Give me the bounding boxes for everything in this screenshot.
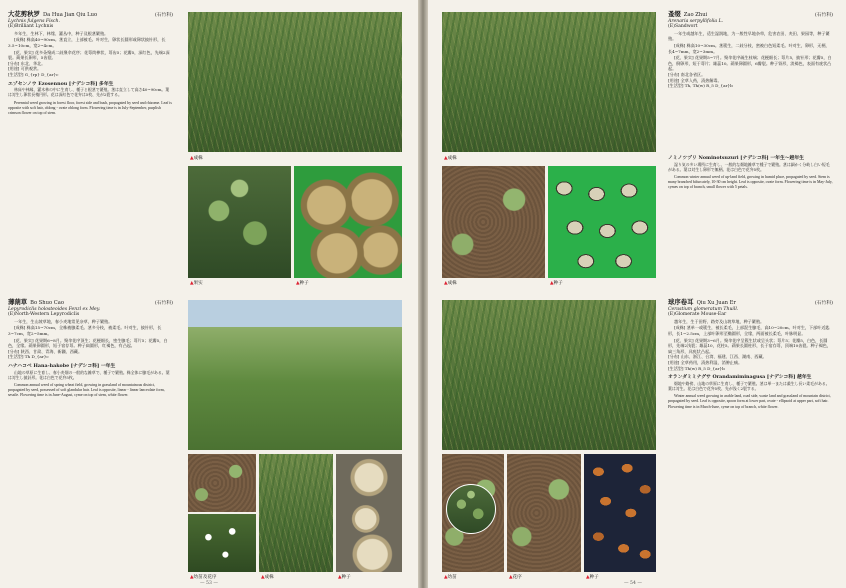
caption-seed-2: ▲种子 (338, 575, 351, 580)
triangle-marker-icon: ▲ (444, 575, 448, 580)
desc-line: [分布] 山东、浙江、台湾、福建、江西、湖南、西藏。 (668, 354, 767, 360)
photo-seedling (188, 454, 256, 512)
english-name: (E)Glomerate Mouse-Ear (668, 312, 727, 318)
right-page (428, 0, 846, 588)
photo-seed-2 (336, 454, 402, 572)
left-page (0, 0, 418, 588)
title-pinyin: Qiu Xu Juan Er (696, 300, 736, 306)
english-description: Common annual weed of spring wheat field, growing in grassland of mountainous district, propagated by seed, possessed of soft glandular hair. Leaf is opposite, linear - linear lanceolate form, sessile. Flowering time is in June-August, cyme on top of stem, white flower. (8, 382, 165, 398)
latin-name: Lepyrodiclis holosteoides Fenzl ex Mey. (8, 306, 101, 312)
caption-mature-2: ▲成株 (261, 575, 274, 580)
triangle-marker-icon: ▲ (190, 281, 194, 286)
latin-name: Arenaria serpyllifolia L. (668, 18, 724, 24)
photo-mature-plant-3 (442, 12, 656, 152)
entry-header (668, 300, 833, 307)
caption-seed: ▲种子 (296, 281, 309, 286)
photo-flower (188, 514, 256, 572)
desc-line: [用途] 全草入药，清热解毒。 (668, 77, 722, 83)
photo-seedling-4 (442, 454, 504, 572)
english-description: Winter annual weed growing in arable land, road side, waste land and grassland of mountain district, propagated by seed. Leaf is opposite, spoon form at lower part, ovate - ellipsoid at upper part, soft hair. Flowering time is in March-June, cyme on top of branch, white flower. (668, 394, 831, 409)
desc-line: [生活型] G_{rp} D_{ar}c (8, 71, 59, 77)
caption-mature-3: ▲成株 (444, 156, 457, 161)
photo-flower-4 (507, 454, 581, 572)
japanese-header: エゾセンノウ Ezosennou [ナデシコ科] 多年生 (8, 80, 114, 87)
japanese-header: オランダミミナグサ Orandamiminagusa [ナデシコ科] 越年生 (668, 374, 812, 381)
family-label: (石竹科) (154, 13, 173, 18)
photo-field-4 (442, 300, 656, 450)
family-label: (石竹科) (154, 301, 173, 306)
triangle-marker-icon: ▲ (550, 281, 554, 286)
desc-line: [生活型] Th(w) R_5 D_{ar}b (668, 365, 725, 371)
entry-header (668, 12, 833, 19)
entry-arenaria-text (668, 12, 833, 89)
desc-line: [生活型] Th, Th(w) R_5 D_{ar}b (668, 83, 733, 89)
photo-seed-4 (584, 454, 656, 572)
desc-line: [成株] 株高10~30cm。茎簇生，二歧分枝，密被白色短柔毛。叶对生，卵形，无柄，长4~7mm，宽2~3mm。 (668, 42, 830, 54)
family-label: (石竹科) (814, 13, 833, 18)
desc-line: [分布] 东北、华北。 (8, 60, 46, 66)
desc-line: [生活型] Th D_{ar}c (8, 354, 49, 360)
entry-cerastium-text (668, 300, 833, 410)
seedling-inset (446, 484, 496, 534)
triangle-marker-icon: ▲ (296, 281, 300, 286)
english-name: (E)Brilliant Lychnis (8, 24, 54, 30)
caption-seed-4: ▲种子 (586, 575, 599, 580)
caption-plant-3: ▲成株 (444, 281, 457, 286)
photo-mature-plant (188, 12, 402, 152)
entry-header (8, 12, 173, 19)
title-zh: 薄蒴草 (8, 298, 28, 306)
japanese-header: ハナハコベ Hana-hakobe [ナデシコ科] 一年生 (8, 362, 116, 369)
family-label: (石竹科) (814, 301, 833, 306)
title-pinyin: Da Hua Jian Qiu Luo (42, 12, 98, 18)
triangle-marker-icon: ▲ (586, 575, 590, 580)
desc-line: [花、果实] 花果期3~6月。聚伞花序呈簇生状或呈头状；萼片5；花瓣5，白色，长圆形，先端2浅裂；雄蕊10，花柱5。蒴果长圆柱形，长于宿存萼，顶端10齿裂。种子褐色，扁三角形，具疣状凸起。 (668, 337, 831, 354)
photo-field (188, 300, 402, 450)
latin-name: Lychnis fulgens Fisch. (8, 18, 60, 24)
desc-line: [花、果实] 花多朵聚成二歧聚伞花序；花萼筒棒状，萼齿5；花瓣5，深红色，先端2深裂。蒴果长卵形，5齿裂。 (8, 49, 170, 61)
triangle-marker-icon: ▲ (190, 575, 194, 580)
english-name: (E)North-Western Lepyrodiclis (8, 312, 80, 318)
caption-seedling-4: ▲幼苗 (444, 575, 457, 580)
triangle-marker-icon: ▲ (190, 156, 194, 161)
japanese-description: 湿り気の多い場所に生育し、一般的な畑地雑草で種子で繁殖。茎は細かく分岐し白い短毛がある。葉は対生し卵形で無柄。花は白色で花弁5枚。 (668, 161, 830, 172)
title-pinyin: Bo Shuo Cao (30, 300, 64, 306)
caption-flower-4: ▲花序 (509, 575, 522, 580)
english-description: Common winter annual weed of up-land field, growing in humid place, propagated by seed. Stem is many branched bifurcately, 10-30 cm height. Leaf is opposite, ovate form. Flowering time is in May-July, cymes on top of branch, small flower with 5 petals. (668, 175, 833, 190)
title-zh: 大花剪秋罗 (8, 10, 40, 18)
photo-plant-3 (442, 166, 545, 278)
entry-arenaria-translations (668, 152, 833, 191)
english-description: Perennial weed growing in forest floor, forest side and bush, propagated by seed and rhizome. Leaf is opposite with soft hair, oblong - ovate oblong form. Flowering time is in July-September, purplish crimson flower on top of stem. (8, 100, 172, 115)
triangle-marker-icon: ▲ (444, 281, 448, 286)
japanese-description: 山地の草原に生育し、春小麦畑の一般的な雑草で、種子で繁殖。株全体に腺毛がある。葉は対生し披針形。花は白色で花弁5枚。 (8, 369, 170, 380)
caption-seed-3: ▲种子 (550, 281, 563, 286)
japanese-description: 畑地や路傍、山地の草原に生育し、種子で繁殖。茎は単一または叢生し長い柔毛がある。葉は対生。花は白色で花弁5枚、先が浅く2裂する。 (668, 380, 830, 391)
desc-line: [花、果实] 花果期6~8月。聚伞花序顶生；花梗细长，密生腺毛；萼片5；花瓣5，白色，全缘。蒴果卵圆形，短于宿存萼。种子扁圆形，红褐色，有凸起。 (8, 337, 168, 349)
desc-line: [用途] 可供观赏。 (8, 66, 42, 72)
desc-line: [分布] 陕西、甘肃、青海、新疆、西藏。 (8, 348, 83, 354)
entry-lychnis-text (8, 12, 173, 116)
page-number: — 54 — (624, 581, 642, 586)
title-zh: 蚤缀 (668, 10, 681, 18)
caption-seedling: ▲幼苗及花序 (190, 575, 217, 580)
intro-text: 多年生，生林下、林缘、灌丛中，种子及根茎繁殖。 (14, 30, 109, 36)
title-pinyin: Zao Zhui (683, 12, 708, 18)
entry-header (8, 300, 173, 307)
intro-text: 越年生，生于田野、路旁及山坡草地，种子繁殖。 (674, 318, 765, 324)
latin-name: Cerastium glomeratum Thuill. (668, 306, 739, 312)
intro-text: 一年生或越年生，适生湿润地，为一般性早地杂草，危害农田、麦田、果园等，种子繁殖。 (668, 30, 830, 42)
japanese-header: ノミノツヅリ Nominotsuzuri [ナデシコ科] 一年生～越年生 (668, 155, 804, 161)
page-number: — 53 — (200, 581, 218, 586)
desc-line: [花、果实] 花果期5~7月。聚伞花序疏生枝端；花梗细长；萼片5，披针形；花瓣5，白色，倒卵形，短于萼片；雄蕊10。蒴果卵圆形，6瓣裂。种子肾形，淡褐色，表面有疣状凸起。 (668, 55, 832, 72)
photo-seed-3 (548, 166, 656, 278)
intro-text: 一年生，生山坡草地，春小麦地常见杂草，种子繁殖。 (14, 318, 113, 324)
caption-fruit: ▲果实 (190, 281, 203, 286)
japanese-description: 林床や林縁、灌木林の中に生育し、種子と根茎で繁殖。茎は直立して高さ40~90cm。葉は対生し卵状長楕円形。花は深紅色で花弁は5枚、先が2裂する。 (8, 87, 170, 98)
entry-lepyrodiclis-text (8, 300, 173, 399)
english-name: (E)Sandwort (668, 24, 698, 30)
triangle-marker-icon: ▲ (444, 156, 448, 161)
triangle-marker-icon: ▲ (509, 575, 513, 580)
photo-seed (294, 166, 402, 278)
book-gutter (418, 0, 428, 588)
photo-mature-plant-2 (259, 454, 333, 572)
caption-mature: ▲成株 (190, 156, 203, 161)
desc-line: [成株] 株高40~90cm。茎直立，上部被毛。叶对生，卵状长圆形或卵状披针形，长3.5~10cm，宽2~4cm。 (8, 37, 166, 48)
desc-line: [分布] 南北各省区。 (668, 71, 706, 77)
title-zh: 球序卷耳 (668, 298, 694, 306)
desc-line: [成株] 茎单一或簇生，被长柔毛，上部混生腺毛，高10~20cm。叶对生，下部叶近匙形，长1~2.5cm，上部叶卵形至椭圆形，全缘，两面被长柔毛，叶脉明显。 (668, 325, 830, 336)
triangle-marker-icon: ▲ (261, 575, 265, 580)
desc-line: [成株] 株高15~70cm，全株被腺柔毛。茎多分枝，被柔毛。叶对生，披针形，长3~7cm，宽2~5mm。 (8, 325, 162, 336)
photo-fruit (188, 166, 291, 278)
desc-line: [用途] 全草药用，清热利湿，消肿止痛。 (668, 359, 743, 365)
triangle-marker-icon: ▲ (338, 575, 342, 580)
